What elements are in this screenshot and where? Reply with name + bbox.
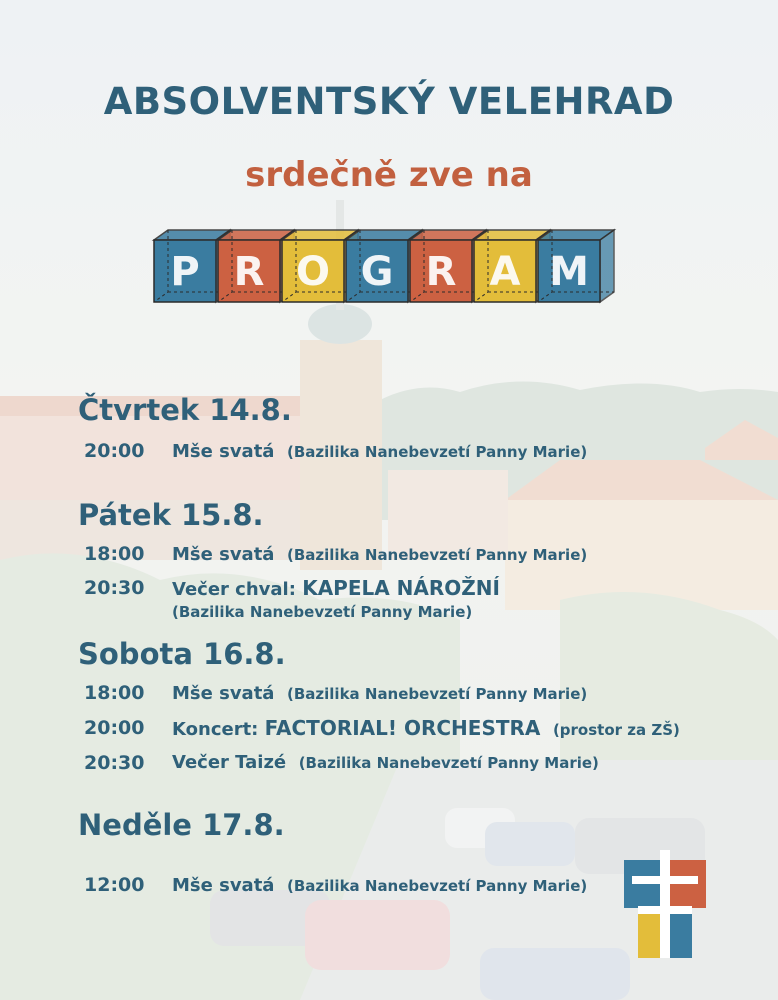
event-location: (Bazilika Nanebevzetí Panny Marie) [287, 546, 588, 564]
event-row [172, 683, 587, 704]
event-highlight: FACTORIAL! ORCHESTRA [264, 716, 541, 740]
event-row [172, 576, 500, 600]
event-highlight: KAPELA NÁROŽNÍ [302, 576, 500, 600]
event-time: 20:00 [84, 440, 145, 462]
event-row [172, 752, 599, 773]
event-time: 12:00 [84, 874, 145, 896]
event-title: Mše svatá [172, 875, 275, 896]
program-letter: O [295, 249, 331, 295]
program-letter: G [360, 249, 394, 295]
program-letter: A [489, 249, 521, 295]
event-time: 18:00 [84, 682, 145, 704]
event-row [172, 544, 587, 565]
event-row [172, 875, 587, 896]
event-title: Večer Taizé [172, 752, 287, 773]
event-time: 18:00 [84, 543, 145, 565]
cross-logo-icon [624, 850, 706, 958]
program-cubes [150, 218, 620, 318]
page-title: ABSOLVENTSKÝ VELEHRAD [103, 80, 675, 123]
program-letter: M [549, 249, 589, 295]
day-heading: Neděle 17.8. [78, 808, 285, 842]
event-location: (Bazilika Nanebevzetí Panny Marie) [287, 685, 588, 703]
page-subtitle: srdečně zve na [245, 155, 533, 195]
event-row [172, 441, 587, 462]
event-title: Mše svatá [172, 441, 275, 462]
day-heading: Sobota 16.8. [78, 637, 286, 671]
event-time: 20:30 [84, 577, 145, 599]
event-title: Mše svatá [172, 683, 275, 704]
event-prefix: Koncert: [172, 719, 259, 740]
event-row [172, 716, 680, 740]
event-location: (Bazilika Nanebevzetí Panny Marie) [287, 877, 588, 895]
day-heading: Pátek 15.8. [78, 498, 264, 532]
program-letter: P [170, 249, 200, 295]
program-letter: R [233, 249, 265, 295]
program-letter: R [425, 249, 457, 295]
event-prefix: Večer chval: [172, 579, 296, 600]
event-location: (prostor za ZŠ) [552, 721, 680, 739]
event-location: (Bazilika Nanebevzetí Panny Marie) [298, 754, 599, 772]
event-location: (Bazilika Nanebevzetí Panny Marie) [287, 443, 588, 461]
event-title: Mše svatá [172, 544, 275, 565]
program-cube [538, 230, 614, 302]
event-location: (Bazilika Nanebevzetí Panny Marie) [172, 603, 473, 621]
event-time: 20:00 [84, 717, 145, 739]
day-heading: Čtvrtek 14.8. [78, 393, 292, 427]
event-time: 20:30 [84, 752, 145, 774]
